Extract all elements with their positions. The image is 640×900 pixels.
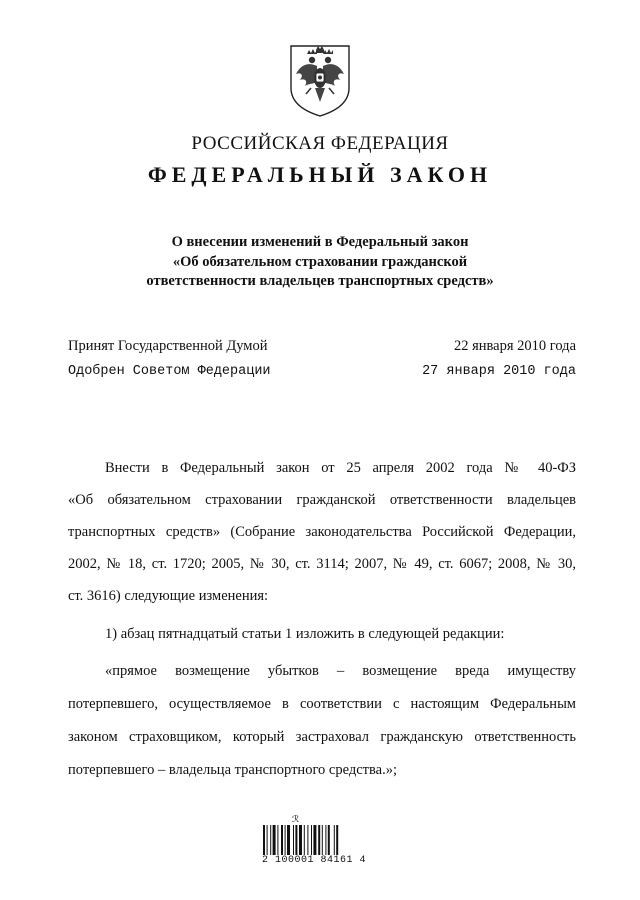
- law-title: [60, 233, 580, 292]
- law-title-line: «Об обязательном страховании гражданской: [172, 253, 468, 270]
- barcode-bar: [277, 825, 278, 855]
- barcode-bar: [281, 825, 283, 855]
- barcode-bar: [307, 825, 308, 855]
- body-line: законом страховщиком, который застраховал гражданскую ответственность: [68, 729, 576, 745]
- law-title-line: ответственности владельцев транспортных средств»: [146, 273, 494, 289]
- body-line: 2002, № 18, ст. 1720; 2005, № 30, ст. 3114; 2007, № 49, ст. 6067; 2008, № 30,: [68, 556, 576, 572]
- barcode-bar: [295, 825, 297, 855]
- body-line: потерпевшего – владельца транспортного средства.»;: [68, 762, 397, 778]
- barcode-bar: [270, 825, 271, 855]
- barcode-bar: [263, 825, 265, 855]
- law-title-line: О внесении изменений в Федеральный закон: [171, 234, 469, 250]
- body-line: Внести в Федеральный закон от 25 апреля 2002 года № 40-ФЗ: [105, 460, 576, 476]
- body-line: «прямое возмещение убытков – возмещение вреда имуществу: [105, 663, 576, 679]
- barcode-bar: [325, 825, 326, 855]
- barcode-bar: [267, 825, 268, 855]
- barcode-number: 2 100001 84161 4: [262, 855, 367, 866]
- registration-mark: ℛ: [292, 815, 300, 825]
- barcode-bar: [313, 825, 316, 855]
- barcode-bar: [322, 825, 323, 855]
- barcode-bar: [336, 825, 338, 855]
- barcode-bars-icon: [262, 825, 368, 855]
- body-line: транспортных средств» (Собрание законодательства Российской Федерации,: [68, 524, 576, 540]
- coat-of-arms-icon: [287, 42, 353, 118]
- council-approval-label: Одобрен Советом Федерации: [68, 364, 271, 379]
- body-line: потерпевшего, осуществляемое в соответствии с настоящим Федеральным: [68, 696, 576, 712]
- barcode-bar: [293, 825, 294, 855]
- barcode-bar: [273, 825, 276, 855]
- barcode-bar: [311, 825, 312, 855]
- barcode-bar: [304, 825, 305, 855]
- body-line: «Об обязательном страховании гражданской ответственности владельцев: [68, 492, 576, 508]
- barcode-bar: [318, 825, 320, 855]
- barcode-bar: [334, 825, 335, 855]
- barcode-bar: [287, 825, 290, 855]
- body-line: ст. 3616) следующие изменения:: [68, 588, 269, 604]
- document-type: ФЕДЕРАЛЬНЫЙ ЗАКОН: [147, 162, 493, 187]
- barcode-bar: [285, 825, 286, 855]
- duma-adoption-label: Принят Государственной Думой: [68, 338, 268, 354]
- duma-adoption-date: 22 января 2010 года: [453, 338, 576, 354]
- barcode-bar: [328, 825, 330, 855]
- barcode: [262, 815, 372, 875]
- council-approval-date: 27 января 2010 года: [422, 364, 576, 379]
- country-name: РОССИЙСКАЯ ФЕДЕРАЦИЯ: [191, 133, 449, 154]
- barcode-bar: [299, 825, 302, 855]
- body-line: 1) абзац пятнадцатый статьи 1 изложить в следующей редакции:: [105, 626, 505, 642]
